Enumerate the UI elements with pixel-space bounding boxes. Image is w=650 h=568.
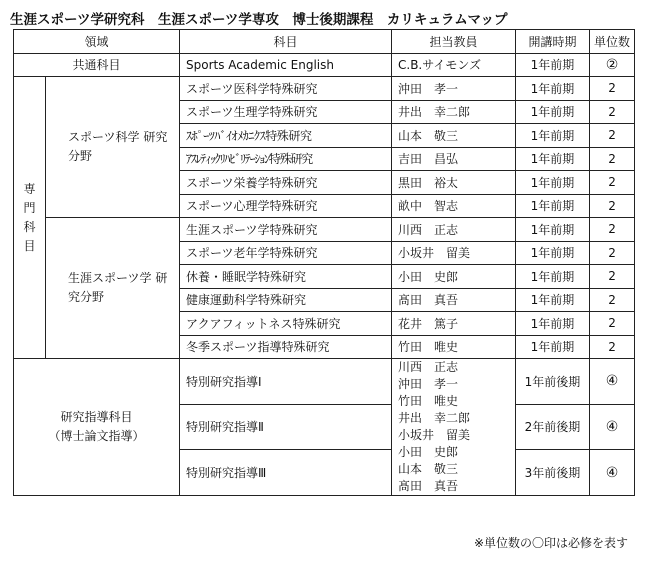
- header-subject: 科目: [180, 30, 392, 54]
- subject-cell: 健康運動科学特殊研究: [180, 288, 392, 312]
- teacher-cell: 小田 史郎: [392, 265, 516, 289]
- guidance-teachers: [392, 359, 516, 496]
- teacher-name: 井出 幸二郎: [398, 411, 471, 425]
- subject-cell: Sports Academic English: [180, 53, 392, 77]
- period-cell: 1年前期: [516, 147, 590, 171]
- period-cell: 1年前期: [516, 194, 590, 218]
- teacher-name: 竹田 唯史: [398, 394, 459, 408]
- teacher-cell: 沖田 孝一: [392, 77, 516, 101]
- credits-cell: 2: [590, 288, 635, 312]
- period-cell: 3年前後期: [516, 450, 590, 496]
- table-row: [14, 218, 635, 242]
- header-teacher: 担当教員: [392, 30, 516, 54]
- teacher-name: 小田 史郎: [398, 445, 459, 459]
- teacher-cell: 井出 幸二郎: [392, 100, 516, 124]
- teacher-cell: 小坂井 留美: [392, 241, 516, 265]
- period-cell: 1年前期: [516, 312, 590, 336]
- teacher-cell: 竹田 唯史: [392, 335, 516, 359]
- credits-cell: 2: [590, 194, 635, 218]
- period-cell: 1年前期: [516, 77, 590, 101]
- teacher-cell: 髙田 真吾: [392, 288, 516, 312]
- period-cell: 1年前期: [516, 124, 590, 148]
- credits-cell: ④: [590, 404, 635, 450]
- specialized-label: 専 門 科 目: [14, 77, 46, 359]
- period-cell: 1年前期: [516, 171, 590, 195]
- common-row: [14, 53, 635, 77]
- credits-cell: 2: [590, 312, 635, 336]
- credits-cell: 2: [590, 241, 635, 265]
- subject-cell: 生涯スポーツ学特殊研究: [180, 218, 392, 242]
- teacher-cell: C.B.サイモンズ: [392, 53, 516, 77]
- subject-cell: スポーツ心理学特殊研究: [180, 194, 392, 218]
- teacher-name: 沖田 孝一: [398, 377, 459, 391]
- header-domain: 領域: [14, 30, 180, 54]
- period-cell: 1年前期: [516, 100, 590, 124]
- credits-cell: 2: [590, 147, 635, 171]
- period-cell: 1年前期: [516, 288, 590, 312]
- page-title: 生涯スポーツ学研究科 生涯スポーツ学専攻 博士後期課程 カリキュラムマップ: [10, 12, 508, 28]
- credits-cell: 2: [590, 124, 635, 148]
- curriculum-table: [13, 29, 635, 496]
- teacher-name: 山本 敬三: [398, 462, 459, 476]
- teacher-cell: 山本 敬三: [392, 124, 516, 148]
- subject-cell: スポーツ栄養学特殊研究: [180, 171, 392, 195]
- credits-cell: ④: [590, 450, 635, 496]
- credits-cell: 2: [590, 265, 635, 289]
- field-sports-science: スポーツ科学 研究分野: [46, 77, 180, 218]
- period-cell: 1年前期: [516, 218, 590, 242]
- period-cell: 1年前後期: [516, 359, 590, 405]
- subject-cell: 冬季スポーツ指導特殊研究: [180, 335, 392, 359]
- subject-cell: スポーツ医科学特殊研究: [180, 77, 392, 101]
- teacher-cell: 川西 正志: [392, 218, 516, 242]
- research-guidance-label: 研究指導科目 （博士論文指導）: [14, 359, 180, 496]
- teacher-name: 小坂井 留美: [398, 428, 471, 442]
- header-credits: 単位数: [590, 30, 635, 54]
- subject-cell: スポーツ生理学特殊研究: [180, 100, 392, 124]
- period-cell: 1年前期: [516, 53, 590, 77]
- period-cell: 1年前期: [516, 265, 590, 289]
- credits-cell: 2: [590, 171, 635, 195]
- period-cell: 2年前後期: [516, 404, 590, 450]
- subject-cell: 特別研究指導Ⅰ: [180, 359, 392, 405]
- period-cell: 1年前期: [516, 241, 590, 265]
- subject-cell: ｽﾎﾟｰﾂﾊﾞｲｵﾒｶﾆｸｽ特殊研究: [180, 124, 392, 148]
- subject-cell: スポーツ老年学特殊研究: [180, 241, 392, 265]
- field-lifelong-sports: 生涯スポーツ学 研究分野: [46, 218, 180, 359]
- teacher-name: 髙田 真吾: [398, 479, 459, 493]
- credits-cell: ②: [590, 53, 635, 77]
- common-label: 共通科目: [14, 53, 180, 77]
- header-period: 開講時期: [516, 30, 590, 54]
- credits-cell: 2: [590, 77, 635, 101]
- teacher-name: 川西 正志: [398, 360, 459, 374]
- header-row: [14, 30, 635, 54]
- teacher-cell: 吉田 昌弘: [392, 147, 516, 171]
- teacher-cell: 黒田 裕太: [392, 171, 516, 195]
- table-row: [14, 77, 635, 101]
- credits-cell: 2: [590, 100, 635, 124]
- credits-cell: 2: [590, 218, 635, 242]
- footnote: ※単位数の〇印は必修を表す: [473, 536, 628, 550]
- teacher-cell: 花井 篤子: [392, 312, 516, 336]
- subject-cell: アクアフィットネス特殊研究: [180, 312, 392, 336]
- period-cell: 1年前期: [516, 335, 590, 359]
- subject-cell: ｱｽﾚﾃｨｯｸﾘﾊﾋﾞﾘﾃｰｼｮﾝ特殊研究: [180, 147, 392, 171]
- subject-cell: 特別研究指導Ⅲ: [180, 450, 392, 496]
- subject-cell: 休養・睡眠学特殊研究: [180, 265, 392, 289]
- credits-cell: 2: [590, 335, 635, 359]
- subject-cell: 特別研究指導Ⅱ: [180, 404, 392, 450]
- credits-cell: ④: [590, 359, 635, 405]
- table-row: [14, 359, 635, 405]
- teacher-cell: 畝中 智志: [392, 194, 516, 218]
